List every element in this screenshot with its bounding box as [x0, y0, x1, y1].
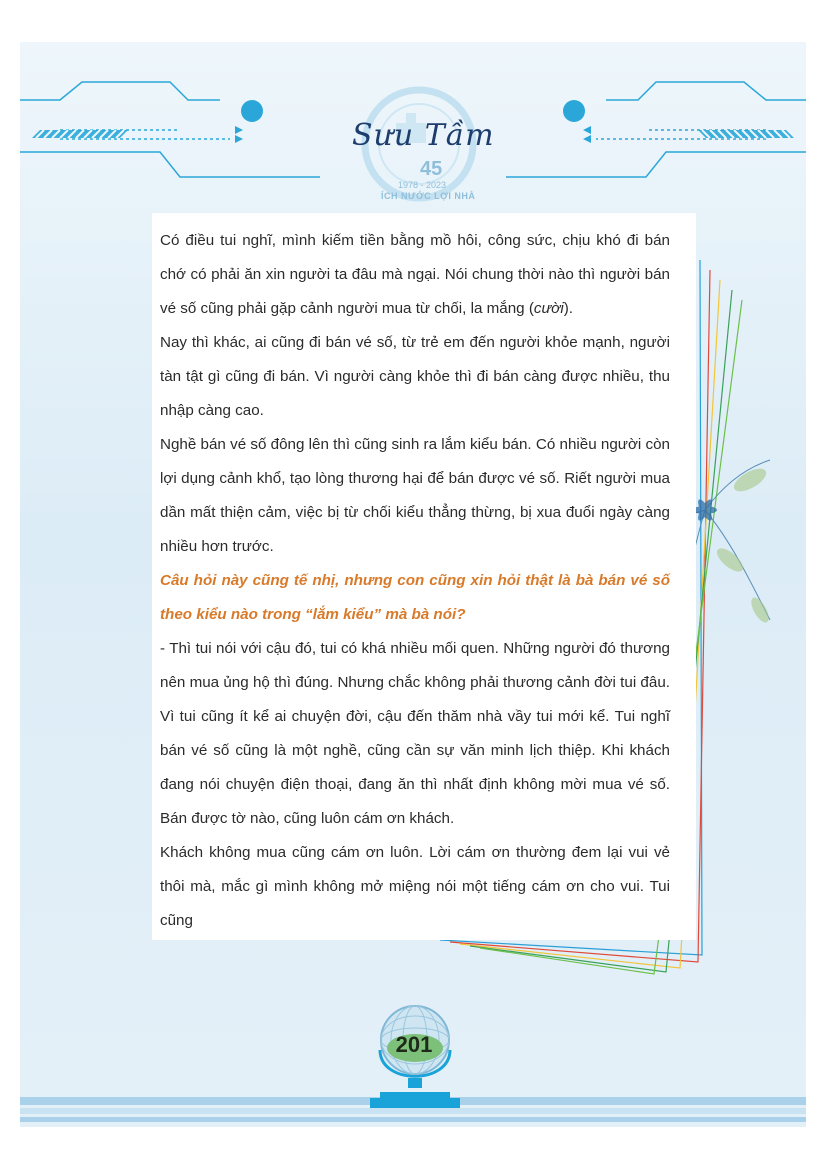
paragraph: - Thì tui nói với cậu đó, tui có khá nhiều mối quen. Những người đó thương nên mua ủng hộ thì đúng. Nhưng chắc không phải thương cảnh đời tui đâu. Vì tui cũng ít kể ai chuyện đời, cậu đến thăm nhà vầy tui mới kể. Tui nghĩ bán vé số cũng là một nghề, cũng cần sự văn minh lịch thiệp. Khi khách đang nói chuyện điện thoại, đang ăn thì nhất định không mời mua vé số. Bán được tờ nào, cũng luôn cám ơn khách. [160, 640, 670, 827]
page-number: 201 [395, 1032, 433, 1057]
paragraph: Khách không mua cũng cám ơn luôn. Lời cám ơn thường đem lại vui vẻ thôi mà, mắc gì mình không mở miệng nói một tiếng cám ơn cho vui. Tui cũng [160, 844, 670, 929]
seal-anniversary-number: 45 [420, 158, 443, 180]
article-body [160, 224, 670, 938]
paragraph: Nghề bán vé số đông lên thì cũng sinh ra lắm kiểu bán. Có nhiều người còn lợi dụng cảnh khổ, tạo lòng thương hại để bán được vé số. Riết người mua dần mất thiện cảm, việc bị từ chối kiểu thẳng thừng, bị xua đuổi ngày càng nhiều hơn trước. [160, 436, 670, 555]
interview-question: Câu hỏi này cũng tế nhị, nhưng con cũng xin hỏi thật là bà bán vé số theo kiểu nào trong “lắm kiểu” mà bà nói? [160, 572, 670, 623]
paragraph: Nay thì khác, ai cũng đi bán vé số, từ trẻ em đến người khỏe mạnh, người tàn tật gì cũng đi bán. Vì người càng khỏe thì đi bán càng được nhiều, thu nhập càng cao. [160, 334, 670, 419]
paragraph: Có điều tui nghĩ, mình kiếm tiền bằng mồ hôi, công sức, chịu khó đi bán chớ có phải ăn xin người ta đâu mà ngại. Nói chung thời nào thì người bán vé số cũng phải gặp cảnh người mua từ chối, la mắng (cười). [160, 232, 670, 317]
emphasis-text: cười [533, 300, 564, 317]
seal-motto: ÍCH NƯỚC LỢI NHÀ [381, 191, 476, 201]
section-brand-title: Sưu Tầm [352, 118, 495, 153]
seal-years: 1978 - 2023 [398, 180, 447, 190]
footer-decoration [20, 1000, 806, 1127]
